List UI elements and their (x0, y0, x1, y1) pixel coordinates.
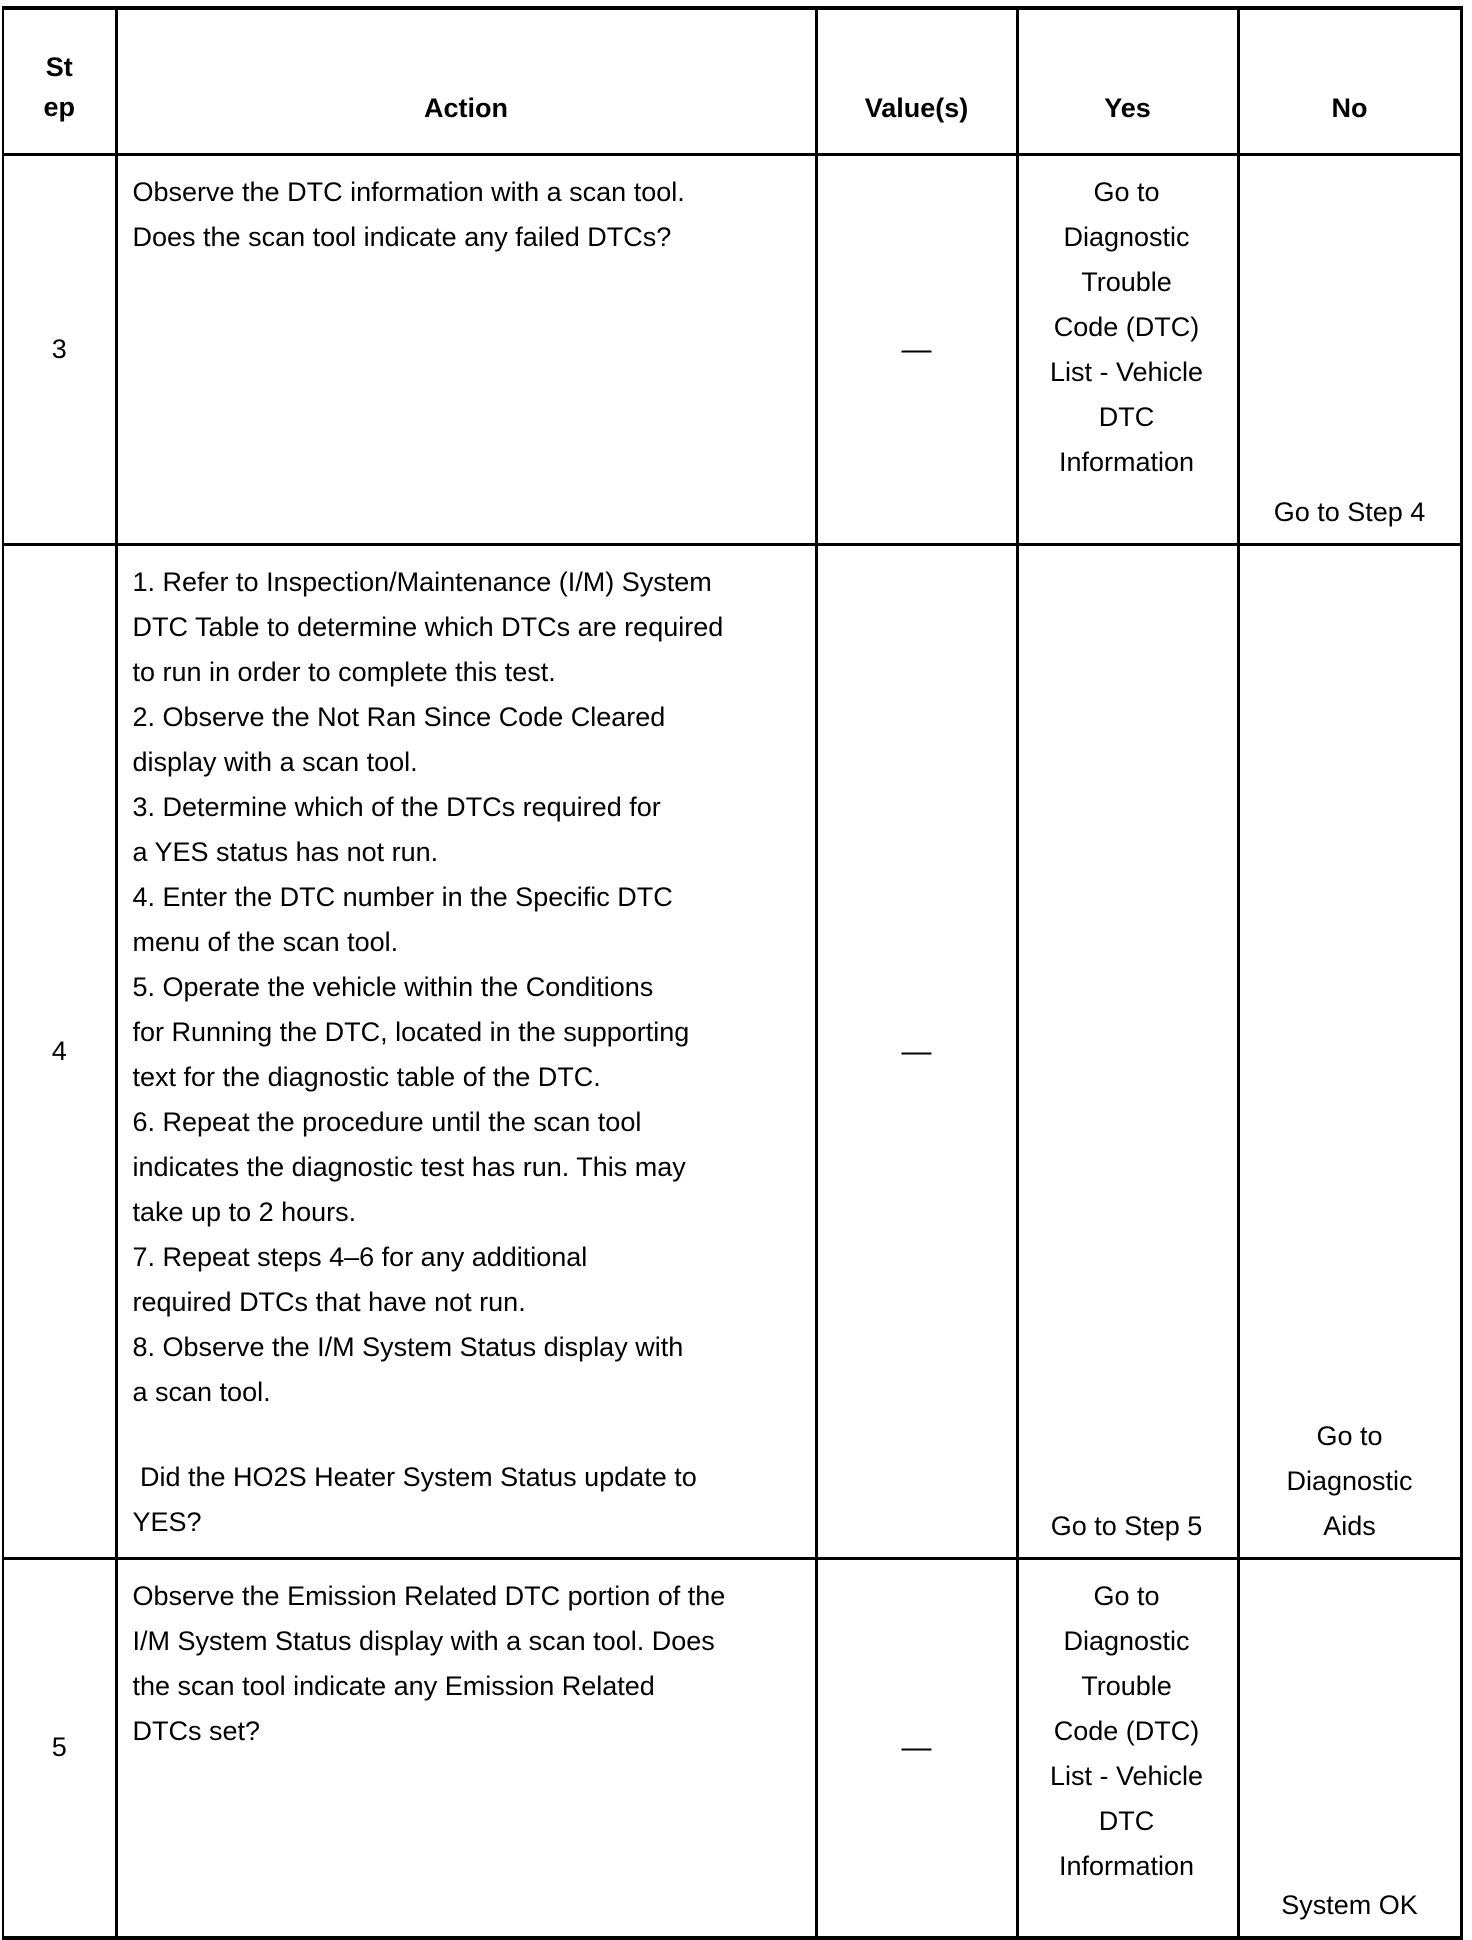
action-cell (116, 1558, 816, 1938)
action-line: menu of the scan tool. (132, 926, 399, 957)
yes-line: Go to (1093, 176, 1160, 207)
yes-line: Trouble (1081, 1670, 1172, 1701)
action-line: DTCs set? (132, 1715, 261, 1746)
action-line: DTC Table to determine which DTCs are required (132, 611, 724, 642)
value-cell: — (816, 544, 1017, 1558)
action-line: the scan tool indicate any Emission Related (132, 1670, 655, 1701)
table-row (3, 1558, 1461, 1938)
no-cell (1238, 544, 1461, 1558)
yes-cell (1017, 154, 1238, 544)
action-line: Observe the Emission Related DTC portion of the (132, 1580, 726, 1611)
step-number: 5 (3, 1558, 116, 1938)
value-cell: — (816, 154, 1017, 544)
no-line: Go to (1316, 1420, 1383, 1451)
diagnostic-table (2, 6, 1463, 1940)
yes-line: Trouble (1081, 266, 1172, 297)
yes-line: Information (1058, 446, 1195, 477)
question-line: Did the HO2S Heater System Status update to (132, 1461, 697, 1492)
action-line: to run in order to complete this test. (132, 656, 556, 687)
action-cell (116, 154, 816, 544)
yes-line: DTC (1098, 1805, 1155, 1836)
yes-line: Code (DTC) (1053, 1715, 1200, 1746)
header-row (3, 8, 1461, 154)
header-values: Value(s) (816, 8, 1017, 154)
yes-line: Diagnostic (1063, 1625, 1190, 1656)
step-number: 4 (3, 544, 116, 1558)
yes-line: Go to Step 5 (1050, 1510, 1203, 1541)
yes-line: Code (DTC) (1053, 311, 1200, 342)
action-line: Does the scan tool indicate any failed DTCs? (132, 221, 672, 252)
no-cell (1238, 1558, 1461, 1938)
action-line: take up to 2 hours. (132, 1196, 357, 1227)
action-line: 8. Observe the I/M System Status display with (132, 1331, 684, 1362)
yes-line: List - Vehicle (1049, 356, 1204, 387)
spacer (133, 1415, 805, 1455)
action-line: a YES status has not run. (132, 836, 439, 867)
action-line: Observe the DTC information with a scan tool. (132, 176, 685, 207)
action-line: 3. Determine which of the DTCs required for (132, 791, 661, 822)
action-line: I/M System Status display with a scan tool. Does (132, 1625, 715, 1656)
no-line: System OK (1281, 1890, 1418, 1920)
yes-line: DTC (1098, 401, 1155, 432)
table-row (3, 544, 1461, 1558)
yes-line: Information (1058, 1850, 1195, 1881)
action-line: 4. Enter the DTC number in the Specific DTC (132, 881, 673, 912)
yes-line: Go to (1093, 1580, 1160, 1611)
no-line: Go to Step 4 (1273, 496, 1426, 527)
action-line: 5. Operate the vehicle within the Conditions (132, 971, 654, 1002)
action-line: 6. Repeat the procedure until the scan tool (132, 1106, 642, 1137)
yes-cell (1017, 544, 1238, 1558)
table-row (3, 154, 1461, 544)
header-action: Action (116, 8, 816, 154)
header-step: St ep (3, 8, 116, 154)
value-cell: — (816, 1558, 1017, 1938)
question-line: YES? (132, 1506, 202, 1537)
no-cell (1238, 154, 1461, 544)
action-line: 2. Observe the Not Ran Since Code Cleared (132, 701, 666, 732)
header-yes: Yes (1017, 8, 1238, 154)
action-line: indicates the diagnostic test has run. This may (132, 1151, 686, 1182)
action-line: 1. Refer to Inspection/Maintenance (I/M) System (132, 566, 712, 597)
action-cell (116, 544, 816, 1558)
action-line: a scan tool. (132, 1376, 271, 1407)
action-line: for Running the DTC, located in the supporting (132, 1016, 690, 1047)
header-no: No (1238, 8, 1461, 154)
yes-cell (1017, 1558, 1238, 1938)
step-number: 3 (3, 154, 116, 544)
action-line: required DTCs that have not run. (132, 1286, 526, 1317)
action-line: display with a scan tool. (132, 746, 418, 777)
yes-line: List - Vehicle (1049, 1760, 1204, 1791)
yes-line: Diagnostic (1063, 221, 1190, 252)
action-line: 7. Repeat steps 4–6 for any additional (132, 1241, 588, 1272)
no-line: Diagnostic (1286, 1465, 1413, 1496)
action-line: text for the diagnostic table of the DTC. (132, 1061, 601, 1092)
no-line: Aids (1323, 1510, 1376, 1541)
